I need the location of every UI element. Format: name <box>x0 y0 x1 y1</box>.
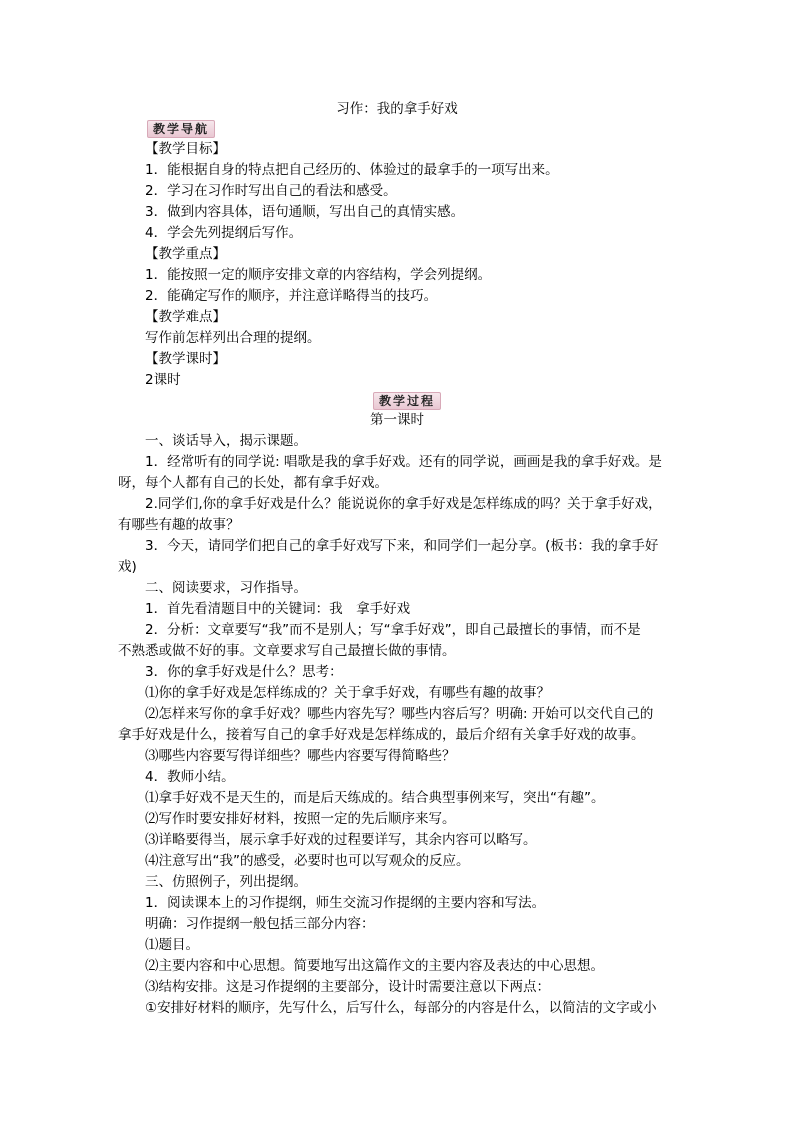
periods-text: 2课时 <box>145 372 181 388</box>
body-line: 有哪些有趣的故事？ <box>118 517 240 533</box>
key-point-item: 2．能确定写作的顺序，并注意详略得当的技巧。 <box>145 288 438 304</box>
teaching-guide-badge: 教学导航 <box>147 120 215 138</box>
body-line: ⑴拿手好戏不是天生的，而是后天练成的。结合典型事例来写，突出“有趣”。 <box>145 790 605 806</box>
teaching-process-badge: 教学过程 <box>373 392 441 410</box>
body-line: 1．首先看清题目中的关键词：我 拿手好戏 <box>145 601 411 617</box>
body-line: 1．阅读课本上的习作提纲，师生交流习作提纲的主要内容和写法。 <box>145 895 546 911</box>
periods-heading: 【教学课时】 <box>145 351 226 367</box>
key-point-item: 1．能按照一定的顺序安排文章的内容结构，学会列提纲。 <box>145 267 492 283</box>
lesson-title: 第一课时 <box>370 412 424 428</box>
body-line: 2.同学们,你的拿手好戏是什么？能说说你的拿手好戏是怎样练成的吗？关于拿手好戏， <box>145 496 662 512</box>
body-line: 3．今天，请同学们把自己的拿手好戏写下来，和同学们一起分享。(板书：我的拿手好 <box>145 538 659 554</box>
objective-item: 4．学会先列提纲后写作。 <box>145 225 303 241</box>
body-line: 不熟悉或做不好的事。文章要求写自己最擅长做的事情。 <box>118 643 456 659</box>
objective-item: 3．做到内容具体，语句通顺，写出自己的真情实感。 <box>145 204 465 220</box>
body-line: ⑴你的拿手好戏是怎样练成的？关于拿手好戏，有哪些有趣的故事？ <box>145 685 550 701</box>
key-points-heading: 【教学重点】 <box>145 246 226 262</box>
objective-item: 1．能根据自身的特点把自己经历的、体验过的最拿手的一项写出来。 <box>145 162 559 178</box>
body-line: 1．经常听有的同学说: 唱歌是我的拿手好戏。还有的同学说，画画是我的拿手好戏。是 <box>145 454 662 470</box>
body-line: 拿手好戏是什么，接着写自己的拿手好戏是怎样练成的，最后介绍有关拿手好戏的故事。 <box>118 727 645 743</box>
body-line: ⑶结构安排。这是习作提纲的主要部分，设计时需要注意以下两点： <box>145 979 550 995</box>
body-line: ⑵写作时要安排好材料，按照一定的先后顺序来写。 <box>145 811 456 827</box>
body-line: ⑵主要内容和中心思想。简要地写出这篇作文的主要内容及表达的中心思想。 <box>145 958 604 974</box>
body-line: 呀，每个人都有自己的长处，都有拿手好戏。 <box>118 475 388 491</box>
section-heading: 三、仿照例子，列出提纲。 <box>145 874 307 890</box>
section-heading: 二、阅读要求，习作指导。 <box>145 580 307 596</box>
body-line: 明确：习作提纲一般包括三部分内容： <box>145 916 375 932</box>
body-line: 2．分析：文章要写“我”而不是别人；写“拿手好戏”，即自己最擅长的事情，而不是 <box>145 622 641 638</box>
body-line: ⑶哪些内容要写得详细些？哪些内容要写得简略些？ <box>145 748 456 764</box>
body-line: 3．你的拿手好戏是什么？思考： <box>145 664 343 680</box>
objective-item: 2．学习在习作时写出自己的看法和感受。 <box>145 183 397 199</box>
body-line: ⑶详略要得当，展示拿手好戏的过程要详写，其余内容可以略写。 <box>145 832 537 848</box>
objectives-heading: 【教学目标】 <box>145 141 226 157</box>
body-line: ⑵怎样来写你的拿手好戏？哪些内容先写？哪些内容后写？明确: 开始可以交代自己的 <box>145 706 654 722</box>
body-line: ⑴题目。 <box>145 937 199 953</box>
difficulty-heading: 【教学难点】 <box>145 309 226 325</box>
body-line: ⑷注意写出“我”的感受，必要时也可以写观众的反应。 <box>145 853 470 869</box>
difficulty-text: 写作前怎样列出合理的提纲。 <box>145 330 321 346</box>
body-line: ①安排好材料的顺序，先写什么，后写什么，每部分的内容是什么，以简洁的文字或小 <box>145 1000 657 1016</box>
body-line: 4．教师小结。 <box>145 769 235 785</box>
section-heading: 一、谈话导入，揭示课题。 <box>145 433 307 449</box>
body-line: 戏) <box>118 559 137 575</box>
document-title: 习作：我的拿手好戏 <box>336 101 458 117</box>
